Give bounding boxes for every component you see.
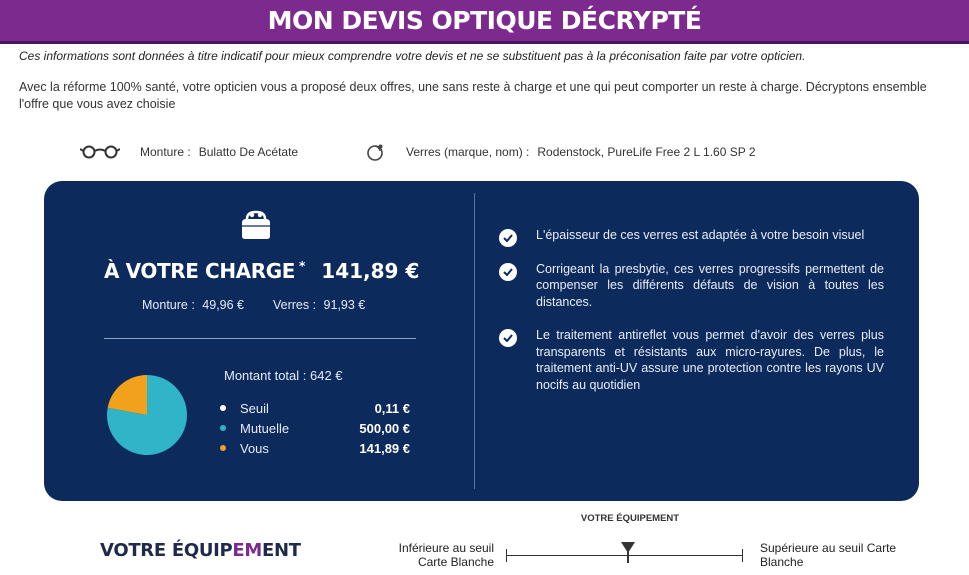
legend-item bbox=[220, 398, 410, 418]
section-divider bbox=[104, 338, 416, 339]
scale-tick bbox=[742, 549, 743, 562]
legend-value: 141,89 € bbox=[359, 440, 410, 456]
legend-item bbox=[220, 418, 410, 438]
panel-divider bbox=[474, 193, 475, 489]
equipment-title-accent: EM bbox=[232, 540, 263, 561]
scale-right-label: Supérieure au seuil Carte Blanche bbox=[760, 541, 897, 569]
cost-pie-chart bbox=[106, 374, 188, 456]
frame-value: Bulatto De Acétate bbox=[198, 145, 299, 159]
lens-info bbox=[406, 142, 756, 162]
wallet-icon bbox=[239, 209, 273, 241]
benefit-text: Corrigeant la presbytie, ces verres progressifs permettent de compenser les différents défauts de vision à toutes les distances. bbox=[536, 261, 884, 309]
frame-info bbox=[140, 142, 298, 162]
benefit-text: L'épaisseur de ces verres est adaptée à votre besoin visuel bbox=[536, 228, 865, 242]
legend-name: Vous bbox=[240, 440, 269, 456]
benefit-text: Le traitement antireflet vous permet d'avoir des verres plus transparents et résistants aux micro-rayures. De plus, le traitement anti-UV assure une protection contre les rayons UV nocifs au quotidien bbox=[536, 328, 884, 392]
charge-breakdown bbox=[142, 298, 369, 312]
legend-name: Mutuelle bbox=[240, 420, 290, 436]
breakdown-frame-label: Monture : bbox=[142, 298, 195, 312]
equipment-title-part: VOTRE ÉQUIP bbox=[100, 540, 233, 561]
legend-value: 500,00 € bbox=[359, 420, 410, 436]
lens-value: Rodenstock, PureLife Free 2 L 1.60 SP 2 bbox=[537, 145, 756, 159]
equipment-title-part: ENT bbox=[262, 540, 301, 561]
cost-legend bbox=[220, 398, 410, 458]
scale-marker-label: VOTRE ÉQUIPEMENT bbox=[580, 513, 680, 524]
lens-label: Verres (marque, nom) : bbox=[406, 145, 530, 159]
check-icon bbox=[499, 329, 517, 347]
page-header bbox=[0, 0, 969, 44]
glasses-icon bbox=[80, 145, 120, 159]
breakdown-frame-amount: 49,96 € bbox=[202, 298, 245, 312]
legend-bullet bbox=[220, 405, 226, 411]
total-amount: Montant total : 642 € bbox=[224, 368, 343, 383]
intro-text: Avec la réforme 100% santé, votre opticien vous a proposé deux offres, une sans reste à charge et une qui peut comporter un reste à charge. Décryptons ensemble l'offre que vous avez choisie bbox=[19, 80, 927, 111]
legend-name: Seuil bbox=[240, 400, 269, 416]
breakdown-lens-amount: 91,93 € bbox=[323, 298, 366, 312]
frame-label: Monture : bbox=[140, 145, 191, 159]
benefit-item bbox=[498, 327, 884, 393]
legend-bullet bbox=[220, 445, 226, 451]
benefits-list bbox=[498, 227, 884, 410]
page-title: MON DEVIS OPTIQUE DÉCRYPTÉ bbox=[267, 6, 702, 35]
cost-panel bbox=[44, 181, 919, 501]
scale-marker-icon bbox=[620, 541, 636, 563]
charge-label: À VOTRE CHARGE bbox=[104, 259, 296, 283]
charge-asterisk: * bbox=[299, 259, 306, 273]
legend-item bbox=[220, 438, 410, 458]
scale-left-label: Inférieure au seuil Carte Blanche bbox=[398, 541, 494, 569]
benefit-item bbox=[498, 227, 884, 244]
breakdown-lens-label: Verres : bbox=[272, 298, 317, 312]
check-icon bbox=[499, 263, 517, 281]
charge-amount: 141,89 € bbox=[321, 259, 420, 283]
lens-icon bbox=[366, 143, 384, 161]
disclaimer-text: Ces informations sont données à titre indicatif pour mieux comprendre votre devis et ne se substituent pas à la préconisation faite par votre opticien. bbox=[19, 49, 806, 63]
legend-bullet bbox=[220, 425, 226, 431]
check-icon bbox=[499, 229, 517, 247]
charge-summary bbox=[104, 259, 424, 283]
benefit-item bbox=[498, 261, 884, 311]
legend-value: 0,11 € bbox=[374, 400, 410, 416]
equipment-title bbox=[100, 540, 301, 561]
